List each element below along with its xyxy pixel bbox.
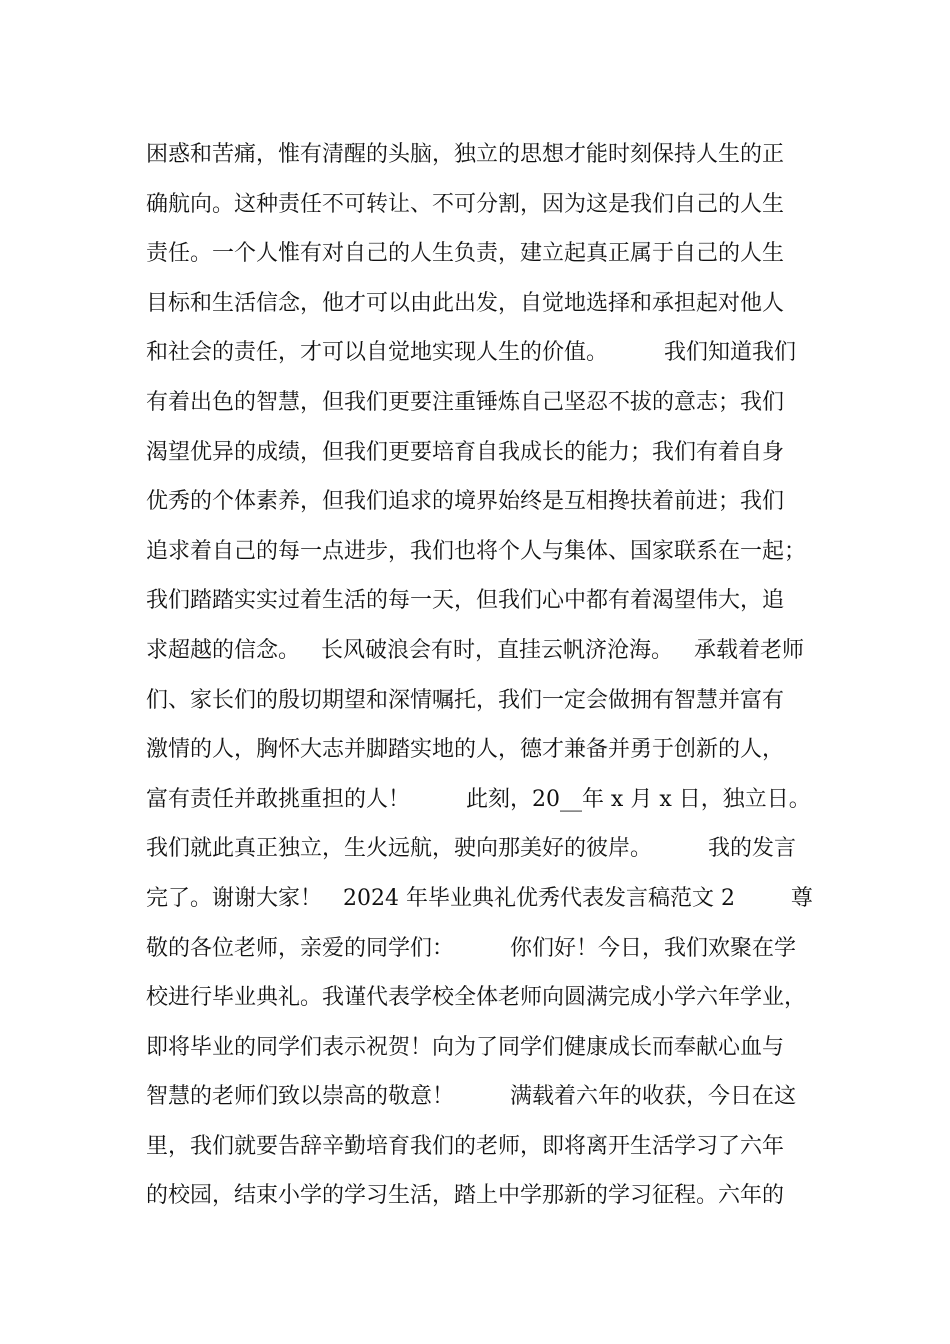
document-body <box>146 130 826 1221</box>
text-line: 有着出色的智慧，但我们更要注重锤炼自己坚忍不拔的意志；我们 <box>146 389 785 415</box>
text-line: 校进行毕业典礼。我谨代表学校全体老师向圆满完成小学六年学业， <box>146 985 807 1011</box>
text-line: 求超越的信念。 长风破浪会有时，直挂云帆济沧海。 承载着老师 <box>146 637 804 663</box>
text-line: 困惑和苦痛，惟有清醒的头脑，独立的思想才能时刻保持人生的正 <box>146 142 785 167</box>
text-line: 确航向。这种责任不可转让、不可分割，因为这是我们自己的人生 <box>146 191 785 217</box>
text-line: 的校园，结束小学的学习生活，踏上中学那新的学习征程。六年的 <box>146 1183 785 1209</box>
text-line: 我们就此真正独立，生火远航，驶向那美好的彼岸。 我的发言 <box>146 836 796 862</box>
text-line: 完了。谢谢大家！ 2024 年毕业典礼优秀代表发言稿范文 2 尊 <box>146 885 813 911</box>
text-line: 追求着自己的每一点进步，我们也将个人与集体、国家联系在一起； <box>146 538 807 564</box>
text-line: 们、家长们的殷切期望和深情嘱托，我们一定会做拥有智慧并富有 <box>146 687 785 713</box>
text-line: 优秀的个体素养，但我们追求的境界始终是互相搀扶着前进；我们 <box>146 489 785 515</box>
text-line: 即将毕业的同学们表示祝贺！向为了同学们健康成长而奉献心血与 <box>146 1034 785 1060</box>
text-line: 智慧的老师们致以崇高的敬意！ 满载着六年的收获，今日在这 <box>146 1084 796 1110</box>
text-line: 渴望优异的成绩，但我们更要培育自我成长的能力；我们有着自身 <box>146 439 785 465</box>
text-line: 富有责任并敢挑重担的人！ 此刻，20__年 x 月 x 日，独立日。 <box>146 786 811 812</box>
text-line: 里，我们就要告辞辛勤培育我们的老师，即将离开生活学习了六年 <box>146 1133 785 1159</box>
text-line: 我们踏踏实实过着生活的每一天，但我们心中都有着渴望伟大，追 <box>146 588 785 614</box>
text-line: 和社会的责任，才可以自觉地实现人生的价值。 我们知道我们 <box>146 340 796 366</box>
text-line: 激情的人，胸怀大志并脚踏实地的人，德才兼备并勇于创新的人， <box>146 737 785 763</box>
text-line: 责任。一个人惟有对自己的人生负责，建立起真正属于自己的人生 <box>146 241 785 267</box>
text-line: 敬的各位老师，亲爱的同学们： 你们好！今日，我们欢聚在学 <box>146 935 796 961</box>
text-line: 目标和生活信念，他才可以由此出发，自觉地选择和承担起对他人 <box>146 290 785 316</box>
